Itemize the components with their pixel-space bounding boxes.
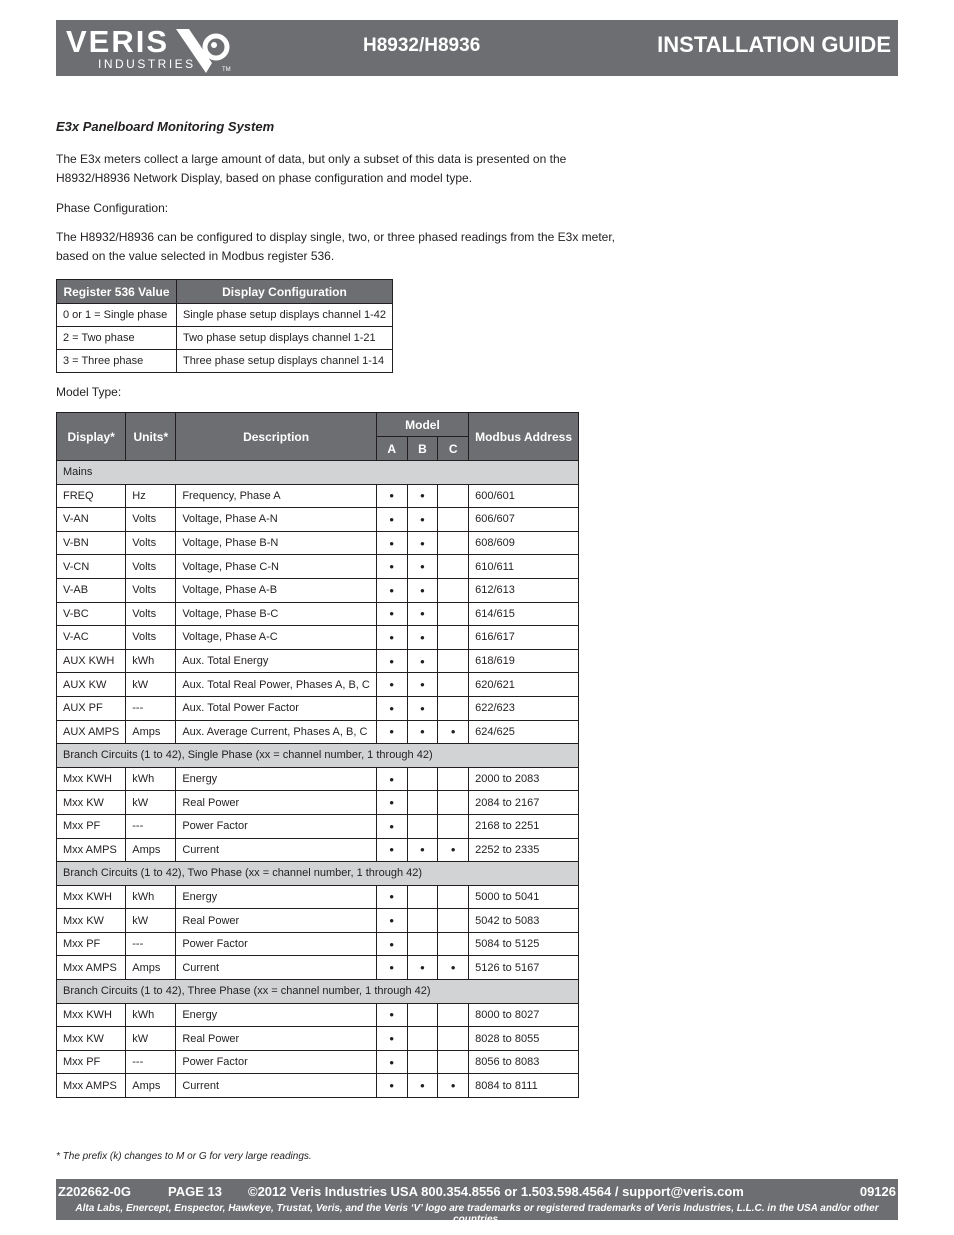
cell-units: Volts xyxy=(126,555,176,579)
cell-description: Voltage, Phase B-N xyxy=(176,531,377,555)
cell-display: Mxx KW xyxy=(57,1027,126,1051)
cell-model-b: • xyxy=(407,578,438,602)
cell-model-c: • xyxy=(438,720,469,744)
cell-modbus-address: 8056 to 8083 xyxy=(469,1050,579,1074)
cell-model-b xyxy=(407,1027,438,1051)
cell-description: Energy xyxy=(176,1003,377,1027)
column-header-model-c: C xyxy=(438,437,469,461)
cell-display: V-AC xyxy=(57,626,126,650)
cell-model-c: • xyxy=(438,1074,469,1098)
cell-description: Voltage, Phase A-B xyxy=(176,578,377,602)
column-header-model-a: A xyxy=(376,437,407,461)
cell-display: V-BN xyxy=(57,531,126,555)
cell-model-b: • xyxy=(407,484,438,508)
cell-modbus-address: 5126 to 5167 xyxy=(469,956,579,980)
cell-display: Mxx KWH xyxy=(57,767,126,791)
cell-model-a: • xyxy=(376,838,407,862)
cell-display: Mxx KW xyxy=(57,909,126,933)
cell-display: V-AB xyxy=(57,578,126,602)
cell-model-c xyxy=(438,649,469,673)
intro-paragraph: The E3x meters collect a large amount of data, but only a subset of this data is presented on the H8932/H8936 Network Display, based on phase configuration and model type. xyxy=(56,152,567,185)
table-row xyxy=(57,531,579,555)
cell-modbus-address: 5000 to 5041 xyxy=(469,885,579,909)
cell-display: FREQ xyxy=(57,484,126,508)
logo-wordmark: VERIS xyxy=(66,24,170,59)
cell-description: Energy xyxy=(176,767,377,791)
cell-model-a: • xyxy=(376,1074,407,1098)
cell-modbus-address: 608/609 xyxy=(469,531,579,555)
table-group-row xyxy=(57,461,579,485)
table-cell: Two phase setup displays channel 1-21 xyxy=(176,327,392,350)
cell-description: Real Power xyxy=(176,1027,377,1051)
cell-description: Voltage, Phase A-C xyxy=(176,626,377,650)
cell-modbus-address: 620/621 xyxy=(469,673,579,697)
cell-units: --- xyxy=(126,696,176,720)
cell-model-b xyxy=(407,767,438,791)
cell-model-b xyxy=(407,1003,438,1027)
cell-display: V-BC xyxy=(57,602,126,626)
cell-model-a: • xyxy=(376,555,407,579)
cell-model-a: • xyxy=(376,767,407,791)
trademark-notice: Alta Labs, Enercept, Enspector, Hawkeye, Trustat, Veris, and the Veris ‘V’ logo are trademarks or registered trademarks of Veris Industries, L.L.C. in the USA and/or other countries. xyxy=(75,1203,879,1225)
cell-model-c xyxy=(438,578,469,602)
cell-model-b xyxy=(407,932,438,956)
table-cell: Three phase setup displays channel 1-14 xyxy=(176,350,392,373)
cell-model-c xyxy=(438,932,469,956)
table-row xyxy=(57,838,579,862)
cell-description: Voltage, Phase A-N xyxy=(176,508,377,532)
cell-description: Voltage, Phase C-N xyxy=(176,555,377,579)
cell-units: kWh xyxy=(126,1003,176,1027)
footer-band xyxy=(56,1179,898,1225)
cell-display: Mxx KWH xyxy=(57,885,126,909)
cell-model-a: • xyxy=(376,885,407,909)
table-row xyxy=(57,791,579,815)
cell-modbus-address: 5084 to 5125 xyxy=(469,932,579,956)
table-row xyxy=(57,508,579,532)
cell-modbus-address: 8084 to 8111 xyxy=(469,1074,579,1098)
cell-model-c xyxy=(438,696,469,720)
cell-units: kWh xyxy=(126,649,176,673)
cell-modbus-address: 8000 to 8027 xyxy=(469,1003,579,1027)
cell-model-c: • xyxy=(438,838,469,862)
cell-modbus-address: 2000 to 2083 xyxy=(469,767,579,791)
table-row xyxy=(57,626,579,650)
cell-model-b: • xyxy=(407,838,438,862)
cell-modbus-address: 616/617 xyxy=(469,626,579,650)
model-type-label: Model Type: xyxy=(56,385,122,399)
cell-units: Volts xyxy=(126,531,176,555)
cell-units: Volts xyxy=(126,626,176,650)
group-title: Branch Circuits (1 to 42), Single Phase (xx = channel number, 1 through 42) xyxy=(57,744,579,768)
cell-modbus-address: 624/625 xyxy=(469,720,579,744)
cell-model-a: • xyxy=(376,720,407,744)
cell-description: Aux. Total Power Factor xyxy=(176,696,377,720)
cell-units: Volts xyxy=(126,602,176,626)
cell-model-c xyxy=(438,814,469,838)
cell-model-c xyxy=(438,626,469,650)
group-title: Branch Circuits (1 to 42), Two Phase (xx = channel number, 1 through 42) xyxy=(57,862,579,886)
cell-model-a: • xyxy=(376,696,407,720)
cell-modbus-address: 614/615 xyxy=(469,602,579,626)
cell-modbus-address: 622/623 xyxy=(469,696,579,720)
table-row xyxy=(57,555,579,579)
logo-subtitle: INDUSTRIES xyxy=(98,57,196,71)
cell-model-a: • xyxy=(376,673,407,697)
cell-display: Mxx KW xyxy=(57,791,126,815)
page-number: PAGE 13 xyxy=(168,1184,222,1199)
logo-tm: TM xyxy=(222,67,231,73)
cell-display: V-CN xyxy=(57,555,126,579)
cell-model-a: • xyxy=(376,484,407,508)
cell-model-c xyxy=(438,767,469,791)
cell-model-b: • xyxy=(407,508,438,532)
cell-description: Current xyxy=(176,1074,377,1098)
cell-display: Mxx KWH xyxy=(57,1003,126,1027)
cell-units: --- xyxy=(126,1050,176,1074)
cell-model-a: • xyxy=(376,909,407,933)
cell-description: Power Factor xyxy=(176,1050,377,1074)
cell-model-a: • xyxy=(376,956,407,980)
cell-display: Mxx PF xyxy=(57,1050,126,1074)
page-title: INSTALLATION GUIDE xyxy=(657,32,891,57)
cell-model-a: • xyxy=(376,531,407,555)
cell-model-a: • xyxy=(376,1003,407,1027)
table-row xyxy=(57,484,579,508)
table-row xyxy=(57,350,393,373)
cell-model-c xyxy=(438,1003,469,1027)
model-number: H8932/H8936 xyxy=(363,35,481,56)
cell-modbus-address: 612/613 xyxy=(469,578,579,602)
phase-config-label: Phase Configuration: xyxy=(56,201,169,215)
table-cell: 3 = Three phase xyxy=(57,350,177,373)
cell-description: Voltage, Phase B-C xyxy=(176,602,377,626)
table-row xyxy=(57,304,393,327)
table-header-row xyxy=(57,280,393,304)
table-row xyxy=(57,956,579,980)
cell-model-b xyxy=(407,791,438,815)
cell-units: Amps xyxy=(126,720,176,744)
footnote: * The prefix (k) changes to M or G for very large readings. xyxy=(56,1151,312,1162)
cell-modbus-address: 2084 to 2167 xyxy=(469,791,579,815)
cell-modbus-address: 600/601 xyxy=(469,484,579,508)
group-title: Mains xyxy=(57,461,579,485)
cell-model-b xyxy=(407,814,438,838)
table-row xyxy=(57,1050,579,1074)
table-row xyxy=(57,327,393,350)
cell-model-c xyxy=(438,791,469,815)
cell-display: V-AN xyxy=(57,508,126,532)
cell-model-a: • xyxy=(376,649,407,673)
cell-units: kW xyxy=(126,791,176,815)
cell-units: Amps xyxy=(126,1074,176,1098)
cell-description: Power Factor xyxy=(176,814,377,838)
cell-model-b xyxy=(407,1050,438,1074)
table-row xyxy=(57,602,579,626)
cell-display: Mxx AMPS xyxy=(57,838,126,862)
section-title: E3x Panelboard Monitoring System xyxy=(56,119,275,134)
table-row xyxy=(57,696,579,720)
cell-model-a: • xyxy=(376,1027,407,1051)
column-header-display: Display* xyxy=(57,413,126,461)
cell-description: Power Factor xyxy=(176,932,377,956)
table-cell: Single phase setup displays channel 1-42 xyxy=(176,304,392,327)
table-group-row xyxy=(57,980,579,1004)
cell-model-a: • xyxy=(376,791,407,815)
table-row xyxy=(57,932,579,956)
cell-description: Energy xyxy=(176,885,377,909)
table-header-row xyxy=(57,413,579,437)
table-cell: 2 = Two phase xyxy=(57,327,177,350)
cell-units: Amps xyxy=(126,838,176,862)
cell-description: Aux. Total Real Power, Phases A, B, C xyxy=(176,673,377,697)
revision-date: 09126 xyxy=(859,1184,896,1199)
table-row xyxy=(57,885,579,909)
cell-description: Real Power xyxy=(176,791,377,815)
table-group-row xyxy=(57,862,579,886)
cell-units: Hz xyxy=(126,484,176,508)
cell-description: Aux. Average Current, Phases A, B, C xyxy=(176,720,377,744)
cell-display: AUX PF xyxy=(57,696,126,720)
cell-model-b: • xyxy=(407,626,438,650)
cell-model-a: • xyxy=(376,578,407,602)
cell-units: Volts xyxy=(126,508,176,532)
cell-display: AUX KW xyxy=(57,673,126,697)
cell-model-c xyxy=(438,555,469,579)
table-row xyxy=(57,578,579,602)
cell-model-b xyxy=(407,909,438,933)
cell-modbus-address: 2252 to 2335 xyxy=(469,838,579,862)
cell-units: kW xyxy=(126,673,176,697)
cell-model-c xyxy=(438,1027,469,1051)
cell-modbus-address: 2168 to 2251 xyxy=(469,814,579,838)
cell-model-a: • xyxy=(376,814,407,838)
cell-model-c: • xyxy=(438,956,469,980)
cell-model-b: • xyxy=(407,555,438,579)
table-cell: 0 or 1 = Single phase xyxy=(57,304,177,327)
table-row xyxy=(57,909,579,933)
cell-model-c xyxy=(438,885,469,909)
cell-model-c xyxy=(438,1050,469,1074)
cell-model-b xyxy=(407,885,438,909)
document-number: Z202662-0G xyxy=(58,1184,131,1199)
cell-model-a: • xyxy=(376,932,407,956)
table-row xyxy=(57,649,579,673)
cell-units: Amps xyxy=(126,956,176,980)
table-group-row xyxy=(57,744,579,768)
cell-description: Aux. Total Energy xyxy=(176,649,377,673)
cell-model-a: • xyxy=(376,1050,407,1074)
cell-model-b: • xyxy=(407,673,438,697)
cell-display: Mxx AMPS xyxy=(57,1074,126,1098)
cell-model-b: • xyxy=(407,649,438,673)
cell-display: Mxx PF xyxy=(57,814,126,838)
cell-modbus-address: 618/619 xyxy=(469,649,579,673)
cell-modbus-address: 5042 to 5083 xyxy=(469,909,579,933)
cell-model-a: • xyxy=(376,508,407,532)
cell-model-b: • xyxy=(407,956,438,980)
cell-display: AUX KWH xyxy=(57,649,126,673)
cell-model-b: • xyxy=(407,696,438,720)
cell-model-a: • xyxy=(376,626,407,650)
cell-model-c xyxy=(438,508,469,532)
cell-units: --- xyxy=(126,814,176,838)
table-row xyxy=(57,720,579,744)
cell-description: Current xyxy=(176,956,377,980)
column-header: Display Configuration xyxy=(176,280,392,304)
column-header-modbus: Modbus Address xyxy=(469,413,579,461)
cell-units: kW xyxy=(126,1027,176,1051)
cell-display: Mxx PF xyxy=(57,932,126,956)
veris-v-icon xyxy=(176,27,238,73)
cell-model-b: • xyxy=(407,720,438,744)
column-header: Register 536 Value xyxy=(57,280,177,304)
cell-modbus-address: 610/611 xyxy=(469,555,579,579)
table-row xyxy=(57,1074,579,1098)
cell-units: Volts xyxy=(126,578,176,602)
model-type-table xyxy=(56,412,579,1098)
column-header-description: Description xyxy=(176,413,377,461)
cell-model-b: • xyxy=(407,531,438,555)
table-row xyxy=(57,767,579,791)
column-header-units: Units* xyxy=(126,413,176,461)
header-band xyxy=(56,20,898,76)
cell-model-a: • xyxy=(376,602,407,626)
cell-model-c xyxy=(438,484,469,508)
cell-model-b: • xyxy=(407,1074,438,1098)
cell-description: Real Power xyxy=(176,909,377,933)
cell-description: Frequency, Phase A xyxy=(176,484,377,508)
phase-config-table xyxy=(56,279,393,373)
cell-model-b: • xyxy=(407,602,438,626)
cell-model-c xyxy=(438,909,469,933)
cell-units: --- xyxy=(126,932,176,956)
cell-modbus-address: 606/607 xyxy=(469,508,579,532)
table-row xyxy=(57,1027,579,1051)
table-row xyxy=(57,673,579,697)
cell-modbus-address: 8028 to 8055 xyxy=(469,1027,579,1051)
column-header-model-b: B xyxy=(407,437,438,461)
cell-display: AUX AMPS xyxy=(57,720,126,744)
copyright-contact: ©2012 Veris Industries USA 800.354.8556 or 1.503.598.4564 / support@veris.com xyxy=(248,1184,744,1199)
group-title: Branch Circuits (1 to 42), Three Phase (xx = channel number, 1 through 42) xyxy=(57,980,579,1004)
table-row xyxy=(57,1003,579,1027)
cell-units: kW xyxy=(126,909,176,933)
cell-model-c xyxy=(438,602,469,626)
cell-description: Current xyxy=(176,838,377,862)
table-row xyxy=(57,814,579,838)
cell-display: Mxx AMPS xyxy=(57,956,126,980)
cell-model-c xyxy=(438,673,469,697)
cell-units: kWh xyxy=(126,767,176,791)
veris-logo xyxy=(66,25,286,73)
column-header-model: Model xyxy=(376,413,468,437)
phase-config-paragraph: The H8932/H8936 can be configured to display single, two, or three phased readings from the E3x meter, based on the value selected in Modbus register 536. xyxy=(56,230,615,263)
cell-model-c xyxy=(438,531,469,555)
cell-units: kWh xyxy=(126,885,176,909)
